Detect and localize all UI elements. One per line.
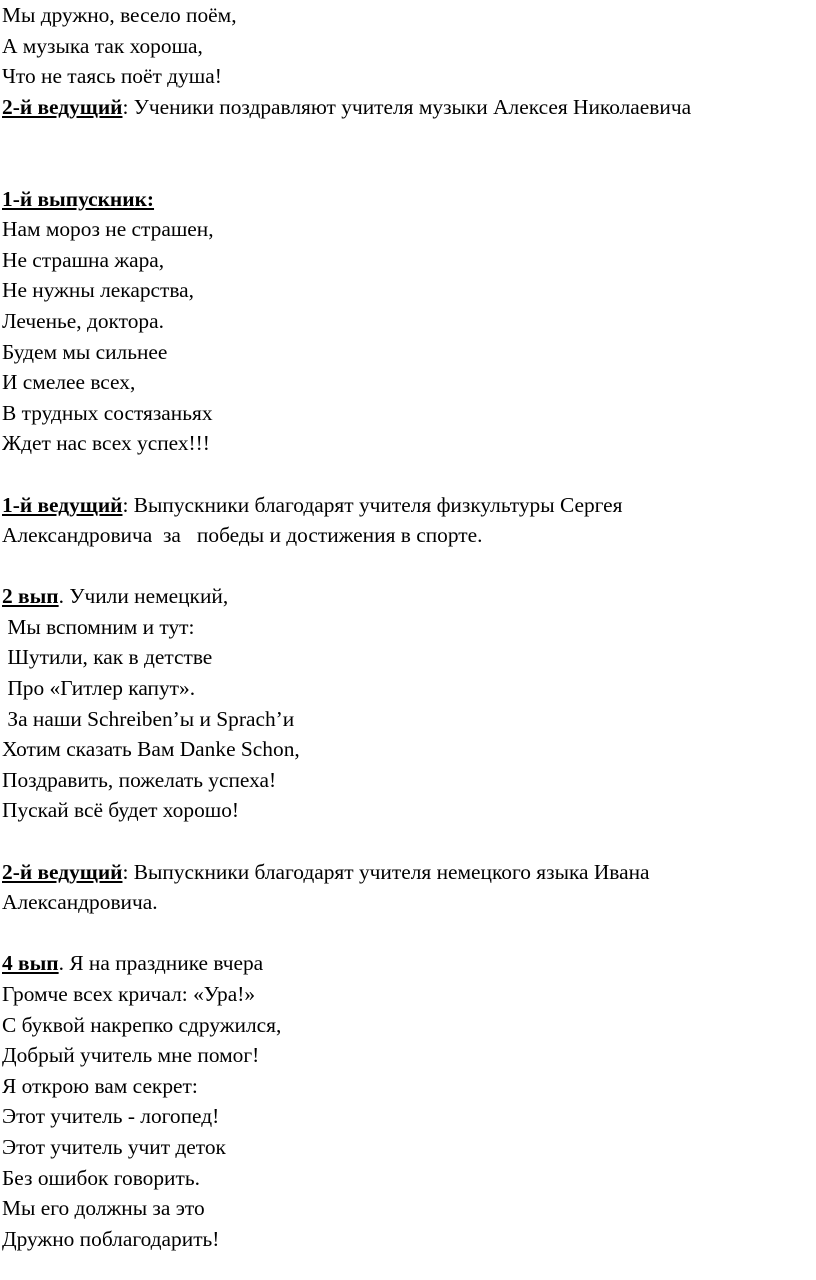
speaker-line <box>2 948 812 979</box>
verse-line <box>2 795 812 826</box>
blank-line <box>2 153 812 184</box>
text-block <box>2 184 812 459</box>
line-text: Добрый учитель мне помог! <box>2 1043 260 1068</box>
verse-line <box>2 61 812 92</box>
verse-line <box>2 734 812 765</box>
verse-line <box>2 1163 812 1194</box>
line-text: И смелее всех, <box>2 370 136 395</box>
verse-line <box>2 642 812 673</box>
line-text: Не страшна жара, <box>2 247 165 272</box>
speaker-label: 4 вып <box>2 951 59 976</box>
line-text: А музыка так хороша, <box>2 33 203 58</box>
blank-line <box>2 918 812 949</box>
speaker-label: 1-й ведущий <box>2 492 123 517</box>
line-text: В трудных состязаньях <box>2 400 213 425</box>
verse-line <box>2 979 812 1010</box>
verse-line <box>2 704 812 735</box>
verse-line <box>2 275 812 306</box>
line-text: : Выпускники благодарят учителя физкультуры Сергея <box>122 492 623 517</box>
verse-line <box>2 367 812 398</box>
speaker-line <box>2 92 812 123</box>
verse-line <box>2 1193 812 1224</box>
verse-line <box>2 398 812 429</box>
line-text: Я открою вам секрет: <box>2 1073 198 1098</box>
line-text: Дружно поблагодарить! <box>2 1226 220 1251</box>
text-block <box>2 948 812 1254</box>
line-text: Ждет нас всех успех!!! <box>2 431 210 456</box>
verse-line <box>2 428 812 459</box>
verse-line <box>2 1010 812 1041</box>
line-text: Александровича за победы и достижения в спорте. <box>2 523 483 548</box>
line-text: Громче всех кричал: «Ура!» <box>2 982 256 1006</box>
document-page <box>2 0 812 1254</box>
verse-line <box>2 1132 812 1163</box>
verse-line <box>2 31 812 62</box>
blank-line <box>2 551 812 582</box>
line-text: Пускай всё будет хорошо! <box>2 798 240 823</box>
verse-line <box>2 1040 812 1071</box>
verse-line <box>2 214 812 245</box>
line-text: : Ученики поздравляют учителя музыки Алексея Николаевича <box>122 94 692 119</box>
line-text: Мы его должны за это <box>2 1196 205 1221</box>
speaker-line <box>2 184 812 215</box>
line-text: С буквой накрепко сдружился, <box>2 1012 282 1037</box>
speaker-line <box>2 581 812 612</box>
line-text: Шутили, как в детстве <box>2 645 213 670</box>
line-text: Про «Гитлер капут». <box>2 676 196 701</box>
speaker-label: 2 вып <box>2 584 59 609</box>
text-block <box>2 581 812 826</box>
blank-line <box>2 122 812 153</box>
speaker-label: 2-й ведущий <box>2 859 123 884</box>
text-block <box>2 857 812 918</box>
verse-line <box>2 1071 812 1102</box>
line-text: Что не таясь поёт душа! <box>2 64 222 89</box>
line-text: Не нужны лекарства, <box>2 278 195 303</box>
line-text: Без ошибок говорить. <box>2 1165 200 1190</box>
text-block <box>2 490 812 551</box>
verse-line <box>2 887 812 918</box>
line-text: Поздравить, пожелать успеха! <box>2 767 277 792</box>
verse-line <box>2 612 812 643</box>
line-text: Мы вспомним и тут: <box>2 614 195 639</box>
line-text: Хотим сказать Вам Danke Schon, <box>2 737 300 762</box>
blank-line <box>2 826 812 857</box>
line-text: Леченье, доктора. <box>2 308 164 333</box>
line-text: Этот учитель учит деток <box>2 1134 226 1159</box>
verse-line <box>2 673 812 704</box>
verse-line <box>2 520 812 551</box>
verse-line <box>2 1224 812 1255</box>
verse-line <box>2 245 812 276</box>
line-text: Александровича. <box>2 890 158 915</box>
line-text: . Учили немецкий, <box>58 584 229 609</box>
line-text: Этот учитель - логопед! <box>2 1104 220 1129</box>
line-text: : Выпускники благодарят учителя немецкого языка Ивана <box>122 859 650 884</box>
verse-line <box>2 765 812 796</box>
text-block <box>2 0 812 122</box>
line-text: . Я на празднике вчера <box>58 951 264 976</box>
verse-line <box>2 0 812 31</box>
speaker-line <box>2 490 812 521</box>
line-text: Нам мороз не страшен, <box>2 217 214 242</box>
speaker-label: 2-й ведущий <box>2 94 123 119</box>
speaker-line <box>2 857 812 888</box>
line-text: Будем мы сильнее <box>2 339 168 364</box>
line-text: За наши Schreiben’ы и Sprach’и <box>2 706 295 731</box>
line-text: Мы дружно, весело поём, <box>2 3 237 27</box>
speaker-label: 1-й выпускник: <box>2 186 155 211</box>
verse-line <box>2 1101 812 1132</box>
verse-line <box>2 337 812 368</box>
blank-line <box>2 459 812 490</box>
verse-line <box>2 306 812 337</box>
